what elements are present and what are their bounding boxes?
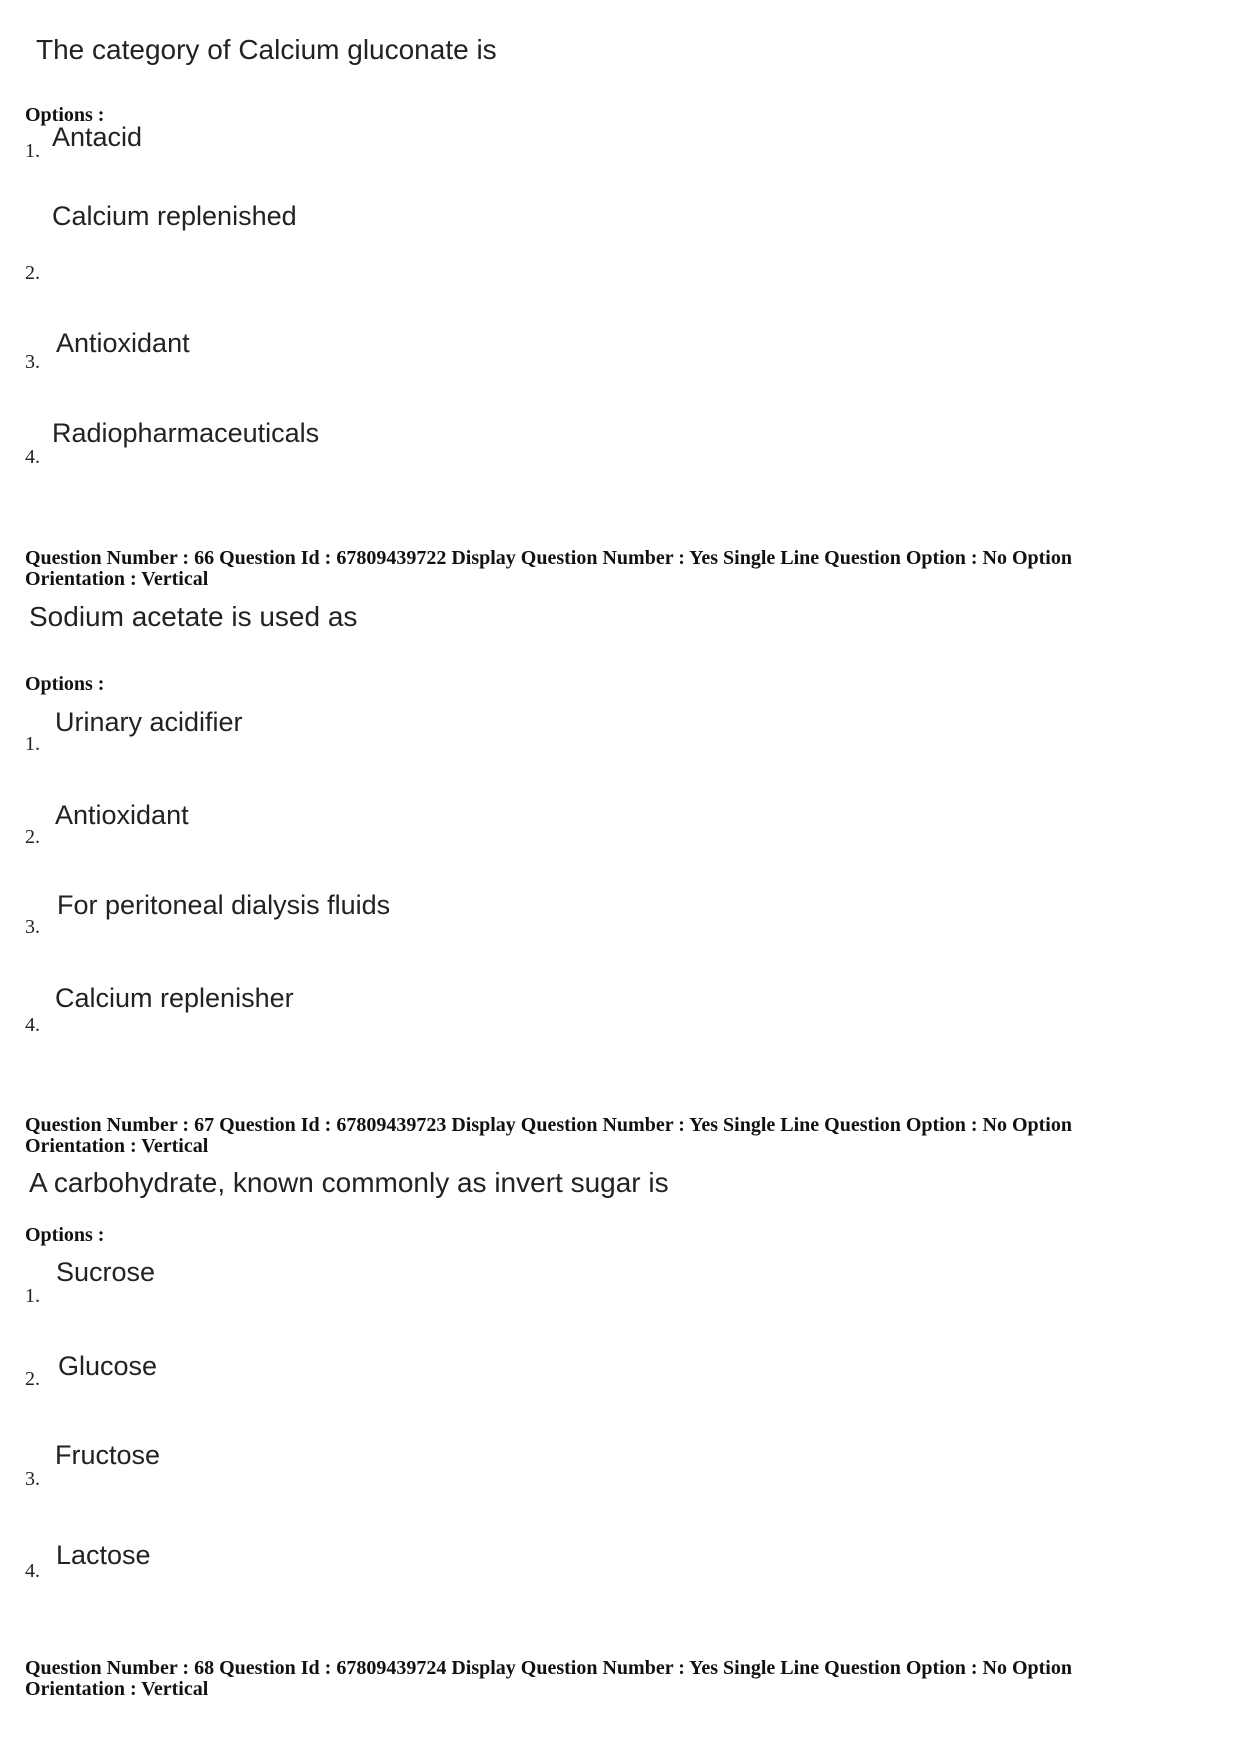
- option-text: Sucrose: [56, 1257, 156, 1287]
- option-number: 1.: [25, 140, 40, 162]
- question-text: The category of Calcium gluconate is: [36, 34, 497, 65]
- option-text: Fructose: [55, 1440, 161, 1470]
- option-number: 4.: [25, 1560, 40, 1582]
- option-number: 2.: [25, 826, 40, 848]
- question-meta-line: Question Number : 67 Question Id : 67809439723 Display Question Number : Yes Single Line Question Option : No Option: [25, 1114, 1072, 1136]
- options-label: Options :: [25, 1224, 105, 1246]
- options-label: Options :: [25, 673, 105, 695]
- question-meta-line: Orientation : Vertical: [25, 568, 209, 590]
- option-number: 3.: [25, 1468, 40, 1490]
- option-number: 1.: [25, 733, 40, 755]
- question-meta-line: Orientation : Vertical: [25, 1135, 209, 1157]
- options-label: Options :: [25, 104, 105, 126]
- question-meta-line: Question Number : 68 Question Id : 67809439724 Display Question Number : Yes Single Line Question Option : No Option: [25, 1657, 1072, 1679]
- option-text: Urinary acidifier: [55, 707, 243, 737]
- option-text: Lactose: [56, 1540, 151, 1570]
- option-text: For peritoneal dialysis fluids: [57, 890, 391, 920]
- option-number: 3.: [25, 916, 40, 938]
- option-text: Calcium replenisher: [55, 983, 294, 1013]
- option-number: 4.: [25, 1014, 40, 1036]
- question-meta-line: Orientation : Vertical: [25, 1678, 209, 1700]
- option-number: 3.: [25, 351, 40, 373]
- question-meta-line: Question Number : 66 Question Id : 67809439722 Display Question Number : Yes Single Line Question Option : No Option: [25, 547, 1072, 569]
- option-text: Radiopharmaceuticals: [52, 418, 320, 448]
- option-text: Antioxidant: [55, 800, 189, 830]
- option-text: Glucose: [58, 1351, 158, 1381]
- option-number: 2.: [25, 1368, 40, 1390]
- option-text: Calcium replenished: [52, 201, 297, 231]
- option-number: 1.: [25, 1285, 40, 1307]
- question-text: A carbohydrate, known commonly as invert sugar is: [29, 1167, 669, 1198]
- option-number: 2.: [25, 262, 40, 284]
- option-number: 4.: [25, 446, 40, 468]
- option-text: Antacid: [52, 122, 143, 152]
- option-text: Antioxidant: [56, 328, 190, 358]
- question-text: Sodium acetate is used as: [29, 601, 358, 632]
